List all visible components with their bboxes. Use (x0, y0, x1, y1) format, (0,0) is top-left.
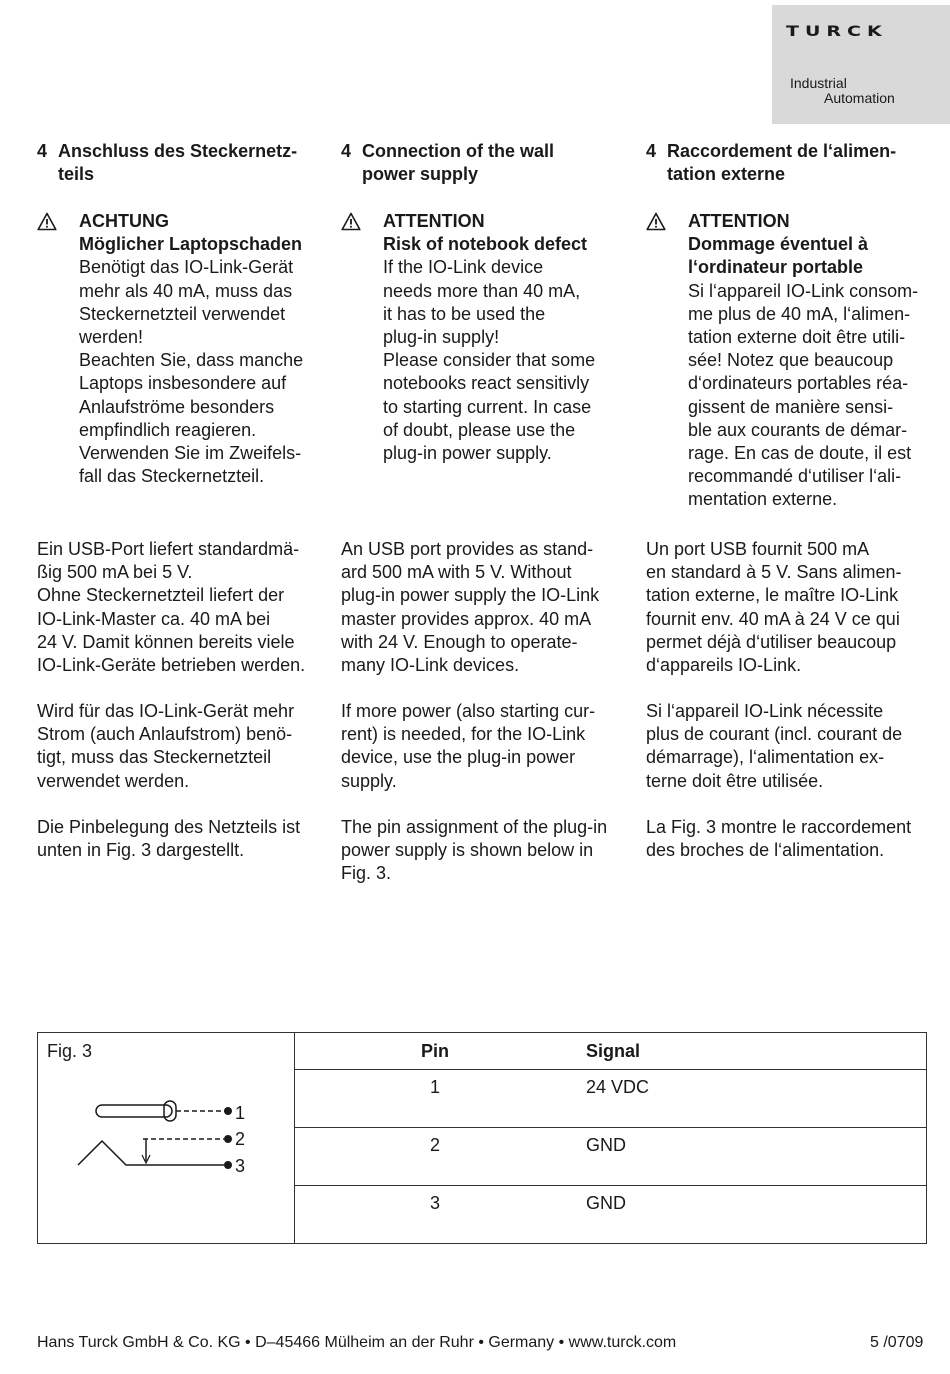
table-header-pin: Pin (421, 1041, 450, 1061)
warning-text-line: needs more than 40 mA, (383, 280, 581, 301)
warning-text-line: ble aux courants de démar- (688, 419, 908, 440)
paragraph-line: unten in Fig. 3 dargestellt. (37, 840, 245, 861)
warning-icon (646, 212, 666, 231)
paragraph-line: La Fig. 3 montre le raccordement (646, 817, 912, 837)
paragraph-line: supply. (341, 770, 397, 791)
figure-divider (294, 1033, 295, 1243)
section-heading (341, 140, 631, 198)
section-number: 4 (341, 141, 352, 161)
warning-text-line: Si l‘appareil IO-Link consom- (688, 280, 919, 301)
paragraph-line: Ohne Steckernetzteil liefert der (37, 585, 285, 606)
warning-text-line: me plus de 40 mA, l‘alimen- (688, 303, 911, 324)
table-cell-pin: 3 (430, 1193, 441, 1213)
paragraph-line: with 24 V. Enough to operate- (341, 631, 578, 652)
paragraph-line: master provides approx. 40 mA (341, 608, 592, 629)
warning-text-line: recommandé d‘utiliser l‘ali- (688, 466, 902, 487)
pin-label-1: 1 (235, 1103, 246, 1123)
paragraph-line: Un port USB fournit 500 mA (646, 539, 870, 559)
pin-label-3: 3 (235, 1156, 246, 1176)
warning-text-line: Beachten Sie, dass manche (79, 350, 304, 371)
section-title-line: teils (58, 164, 95, 185)
table-rule (295, 1069, 926, 1070)
paragraph-line: d‘appareils IO-Link. (646, 655, 802, 676)
section-heading (37, 140, 327, 198)
paragraph-line: verwendet werden. (37, 770, 190, 791)
warning-text-line: Anlaufströme besonders (79, 396, 275, 417)
paragraph-line: The pin assignment of the plug-in (341, 817, 608, 837)
paragraph-line: Ein USB-Port liefert standardmä- (37, 539, 300, 559)
warning-block (37, 210, 327, 488)
paragraph-line: Fig. 3. (341, 863, 392, 884)
paragraph-line: permet déjà d‘utiliser beaucoup (646, 631, 897, 652)
warning-block (646, 210, 936, 512)
body-paragraph (37, 816, 327, 862)
warning-icon (341, 212, 361, 231)
warning-subtitle: Möglicher Laptopschaden (79, 234, 303, 255)
warning-text-line: of doubt, please use the (383, 419, 576, 440)
warning-text-line: sée! Notez que beaucoup (688, 350, 894, 371)
paragraph-line: 24 V. Damit können bereits viele (37, 631, 295, 652)
paragraph-line: device, use the plug-in power (341, 747, 576, 768)
warning-text-line: If the IO-Link device (383, 257, 544, 278)
table-cell-pin: 2 (430, 1135, 441, 1155)
turck-logo: TURCK (786, 23, 888, 40)
section-title-line: power supply (362, 164, 479, 185)
column-2 (341, 140, 631, 884)
paragraph-line: fournit env. 40 mA à 24 V ce qui (646, 608, 900, 629)
warning-text-line: rage. En cas de doute, il est (688, 443, 912, 464)
body-paragraph (646, 816, 936, 862)
body-paragraph (341, 816, 631, 886)
paragraph-line: Die Pinbelegung des Netzteils ist (37, 817, 301, 837)
table-rule (295, 1185, 926, 1186)
paragraph-line: tation externe, le maître IO-Link (646, 585, 899, 606)
table-cell-signal: GND (586, 1135, 626, 1155)
paragraph-line: IO-Link-Geräte betrieben werden. (37, 655, 306, 676)
paragraph-line: démarrage), l‘alimentation ex- (646, 747, 885, 768)
warning-text-line: mentation externe. (688, 489, 838, 510)
paragraph-line: ßig 500 mA bei 5 V. (37, 562, 193, 583)
paragraph-line: plug-in power supply the IO-Link (341, 585, 600, 606)
warning-text-line: plug-in power supply. (383, 443, 552, 464)
section-title-line: tation externe (667, 164, 786, 185)
warning-title: ATTENTION (383, 211, 485, 231)
pin-label-2: 2 (235, 1129, 246, 1149)
paragraph-line: Wird für das IO-Link-Gerät mehr (37, 701, 295, 721)
section-title-line: Anschluss des Steckernetz- (58, 141, 298, 161)
warning-subtitle: Dommage éventuel à (688, 234, 869, 255)
paragraph-line: An USB port provides as stand- (341, 539, 594, 559)
figure-label: Fig. 3 (47, 1041, 93, 1061)
brand-header (772, 5, 950, 124)
body-paragraph (37, 700, 327, 793)
paragraph-line: If more power (also starting cur- (341, 701, 596, 721)
footer-page-number: 5 /0709 (870, 1334, 924, 1351)
section-heading (646, 140, 936, 198)
tagline-industrial: Industrial (790, 75, 847, 91)
paragraph-line: terne doit être utilisée. (646, 770, 824, 791)
warning-text-line: werden! (79, 327, 144, 348)
paragraph-line: tigt, muss das Steckernetzteil (37, 747, 272, 768)
paragraph-line: ard 500 mA with 5 V. Without (341, 562, 572, 583)
paragraph-line: Strom (auch Anlaufstrom) benö- (37, 724, 293, 745)
warning-text-line: Please consider that some (383, 350, 596, 371)
warning-text-line: Laptops insbesondere auf (79, 373, 287, 394)
warning-title: ACHTUNG (79, 211, 169, 231)
warning-text-line: Benötigt das IO-Link-Gerät (79, 257, 294, 278)
warning-text-line: Verwenden Sie im Zweifels- (79, 443, 302, 464)
warning-text-line: Steckernetzteil verwendet (79, 303, 286, 324)
tagline-automation: Automation (824, 90, 895, 106)
table-cell-signal: GND (586, 1193, 626, 1213)
warning-subtitle: Risk of notebook defect (383, 234, 588, 255)
warning-text-line: to starting current. In case (383, 396, 592, 417)
warning-text-line: fall das Steckernetzteil. (79, 466, 265, 487)
warning-icon (37, 212, 57, 231)
paragraph-line: Si l‘appareil IO-Link nécessite (646, 701, 884, 721)
warning-title: ATTENTION (688, 211, 790, 231)
warning-text-line: mehr als 40 mA, muss das (79, 280, 293, 301)
footer-company: Hans Turck GmbH & Co. KG • D–45466 Mülheim an der Ruhr • Germany • www.turck.com (37, 1334, 677, 1351)
paragraph-line: rent) is needed, for the IO-Link (341, 724, 586, 745)
warning-text-line: it has to be used the (383, 303, 546, 324)
body-paragraph (341, 538, 631, 677)
section-number: 4 (646, 141, 657, 161)
table-header-signal: Signal (586, 1041, 641, 1061)
paragraph-line: en standard à 5 V. Sans alimen- (646, 562, 902, 583)
warning-text-line: d‘ordinateurs portables réa- (688, 373, 909, 394)
section-title-line: Connection of the wall (362, 141, 554, 161)
section-number: 4 (37, 141, 48, 161)
warning-text-line: tation externe doit être utili- (688, 327, 906, 348)
paragraph-line: plus de courant (incl. courant de (646, 724, 903, 745)
paragraph-line: IO-Link-Master ca. 40 mA bei (37, 608, 271, 629)
figure-3-box (37, 1032, 927, 1244)
table-rule (295, 1127, 926, 1128)
column-1 (37, 140, 327, 861)
warning-text-line: gissent de manière sensi- (688, 396, 894, 417)
table-cell-signal: 24 VDC (586, 1077, 650, 1097)
paragraph-line: power supply is shown below in (341, 840, 594, 861)
warning-block (341, 210, 631, 465)
warning-text-line: notebooks react sensitivly (383, 373, 590, 394)
warning-subtitle: l‘ordinateur portable (688, 257, 864, 278)
body-paragraph (646, 538, 936, 677)
paragraph-line: des broches de l‘alimentation. (646, 840, 885, 861)
body-paragraph (37, 538, 327, 677)
table-cell-pin: 1 (430, 1077, 441, 1097)
body-paragraph (341, 700, 631, 793)
section-title-line: Raccordement de l‘alimen- (667, 141, 897, 161)
warning-text-line: empfindlich reagieren. (79, 419, 257, 440)
paragraph-line: many IO-Link devices. (341, 655, 520, 676)
column-3 (646, 140, 936, 861)
warning-text-line: plug-in supply! (383, 327, 500, 348)
body-paragraph (646, 700, 936, 793)
